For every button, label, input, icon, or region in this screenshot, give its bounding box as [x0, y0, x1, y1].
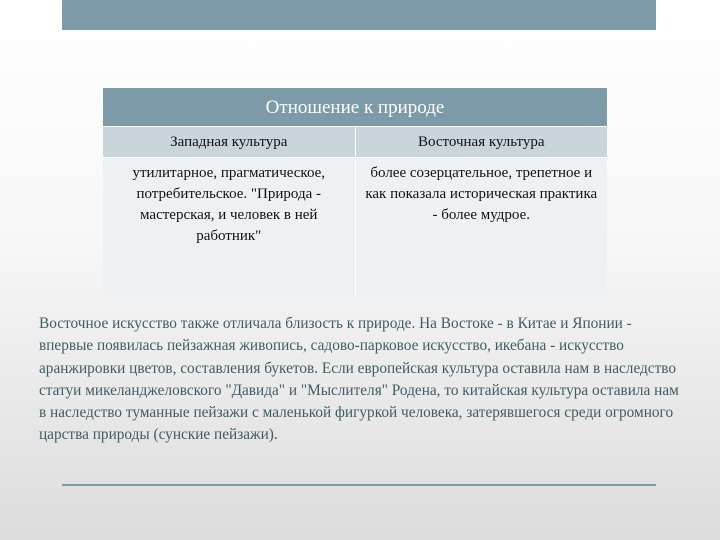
nature-attitude-table: [103, 88, 607, 297]
cell-eastern-text: более созерцательное, трепетное и как показала историческая практика - более мудрое.: [365, 165, 598, 223]
table-title: Отношение к природе: [103, 88, 607, 127]
table-row: [103, 158, 607, 298]
cell-western: [103, 158, 355, 298]
column-header-western: Западная культура: [103, 127, 355, 158]
bottom-divider: [62, 484, 656, 486]
top-decorative-bar: [62, 0, 656, 30]
column-header-eastern: Восточная культура: [355, 127, 607, 158]
cell-eastern: [355, 158, 607, 298]
cell-western-text: утилитарное, прагматическое, потребительское. "Природа - мастерская, и человек в ней работник": [132, 165, 326, 244]
body-paragraph: Восточное искусство также отличала близость к природе. На Востоке - в Китае и Японии - впервые появилась пейзажная живопись, садово-парковое искусство, икебана - искусство аранжировки цветов, составления букетов. Если европейская культура оставила нам в наследство статуи микеланджеловского "Давида" и "Мыслителя" Родена, то китайская культура оставила нам в наследство туманные пейзажи с маленькой фигуркой человека, затерявшегося среди огромного царства природы (сунские пейзажи).: [39, 315, 679, 444]
table-title-row: [103, 88, 607, 127]
table-header-row: [103, 127, 607, 158]
